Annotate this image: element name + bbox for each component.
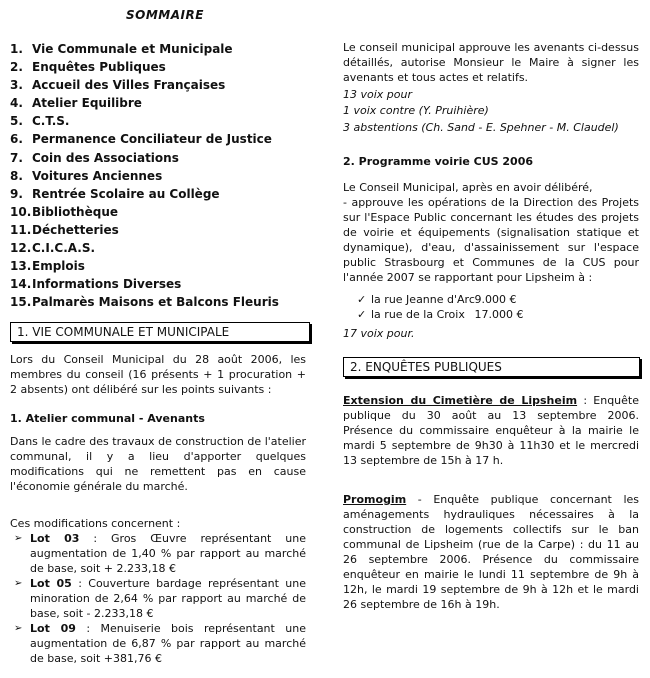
table-of-contents xyxy=(10,40,279,311)
toc-item: 4. Atelier Equilibre xyxy=(10,96,142,111)
promogim-body: - Enquête publique concernant les aménagements hydrauliques nécessaires à la construction de logements collectifs sur le ban communal de Lipsheim (rue de la Carpe) : du 11 au 26 septembre 2006. Présence du commissaire enquêteur en mairie le lundi 11 septembre de 9h à 12h, le mardi 19 septembre de 9h à 12h et le mardi 26 septembre de 16h à 19h. xyxy=(343,493,639,611)
extension-body: : Enquête publique du 30 août au 13 septembre 2006. Présence du commissaire enquêteur à la mairie le mardi 5 septembre de 9h30 à 11h30 et le mercredi 13 septembre de 15h à 17 h. xyxy=(343,394,639,467)
toc-item: 10.Bibliothèque xyxy=(10,204,119,219)
toc-item: 13.Emplois xyxy=(10,259,85,274)
list-item: ➢ Lot 03 : Gros Œuvre représentant une augmentation de 1,40 % par rapport au marché de base, soit + 2.233,18 € xyxy=(14,532,307,575)
atelier-body: Dans le cadre des travaux de construction de l'atelier communal, il y a lieu d'apporter quelques modifications qui ne remettent pas en cause l'économie générale du marché. xyxy=(10,435,306,493)
list-item: ➢ Lot 05 : Couverture bardage représentant une minoration de 2,64 % par rapport au marché de base, soit - 2.233,18 € xyxy=(14,577,306,620)
vote-contre: 1 voix contre (Y. Pruihière) xyxy=(343,104,489,117)
toc-item: 8. Voitures Anciennes xyxy=(10,168,163,183)
voirie-intro: Le Conseil Municipal, après en avoir délibéré, xyxy=(343,181,593,194)
toc-item: 3. Accueil des Villes Françaises xyxy=(10,78,226,93)
voirie-body: - approuve les opérations de la Direction des Projets sur l'Espace Public concernant les études des projets de voirie et équipements (signalisation statique et dynamique), d'eau, d'assainissement sur l'espace public Strasbourg et Communes de la CUS pour l'année 2007 se rapportant pour Lipsheim à : xyxy=(343,196,639,284)
toc-item: 6. Permanence Conciliateur de Justice xyxy=(10,132,272,147)
section1-heading: 1. VIE COMMUNALE ET MUNICIPALE xyxy=(10,322,310,342)
extension-title: Extension du Cimetière de Lipsheim xyxy=(343,394,578,407)
modifs-intro: Ces modifications concernent : xyxy=(10,517,181,530)
toc-item: 11.Déchetteries xyxy=(10,222,119,237)
toc-item: 2. Enquêtes Publiques xyxy=(10,60,166,75)
vote-abstentions: 3 abstentions (Ch. Sand - E. Spehner - M. Claudel) xyxy=(343,121,619,134)
toc-item: 14.Informations Diverses xyxy=(10,277,182,292)
check-icon: ✓ xyxy=(357,293,367,306)
lots-list xyxy=(10,531,306,666)
atelier-subtitle: 1. Atelier communal - Avenants xyxy=(10,412,205,425)
arrow-bullet-icon: ➢ xyxy=(14,578,23,589)
section1-intro: Lors du Conseil Municipal du 28 août 2006, les membres du conseil (16 présents + 1 procuration + 2 absents) ont délibéré sur les points suivants : xyxy=(10,353,306,396)
promogim-title: Promogim xyxy=(343,493,407,506)
vote-final: 17 voix pour. xyxy=(343,327,415,340)
vote-pour: 13 voix pour xyxy=(343,88,413,101)
extension-cimetiere-text xyxy=(343,393,639,468)
list-item: ➢ Lot 09 : Menuiserie bois représentant une augmentation de 6,87 % par rapport au marché de base, soit +381,76 € xyxy=(14,622,306,665)
sommaire-title: SOMMAIRE xyxy=(126,8,204,22)
streets-list xyxy=(343,292,639,322)
conseil-approval: Le conseil municipal approuve les avenants ci-dessus détaillés, autorise Monsieur le Maire à signer les avenants et tous actes et relatifs. xyxy=(343,41,639,84)
toc-item: 15.Palmarès Maisons et Balcons Fleuris xyxy=(10,295,279,310)
list-item: ✓ la rue Jeanne d'Arc 9.000 € xyxy=(357,293,517,306)
toc-item: 7. Coin des Associations xyxy=(10,150,179,165)
toc-item: 9. Rentrée Scolaire au Collège xyxy=(10,186,220,201)
arrow-bullet-icon: ➢ xyxy=(14,623,23,634)
arrow-bullet-icon: ➢ xyxy=(14,533,23,544)
toc-item: 1. Vie Communale et Municipale xyxy=(10,42,233,56)
toc-item: 12.C.I.C.A.S. xyxy=(10,241,96,256)
toc-item: 5. C.T.S. xyxy=(10,114,70,129)
voirie-subtitle: 2. Programme voirie CUS 2006 xyxy=(343,155,533,168)
promogim-text xyxy=(343,492,639,612)
section2-heading: 2. ENQUÊTES PUBLIQUES xyxy=(343,357,640,377)
check-icon: ✓ xyxy=(357,308,367,321)
list-item: ✓ la rue de la Croix 17.000 € xyxy=(357,308,524,321)
